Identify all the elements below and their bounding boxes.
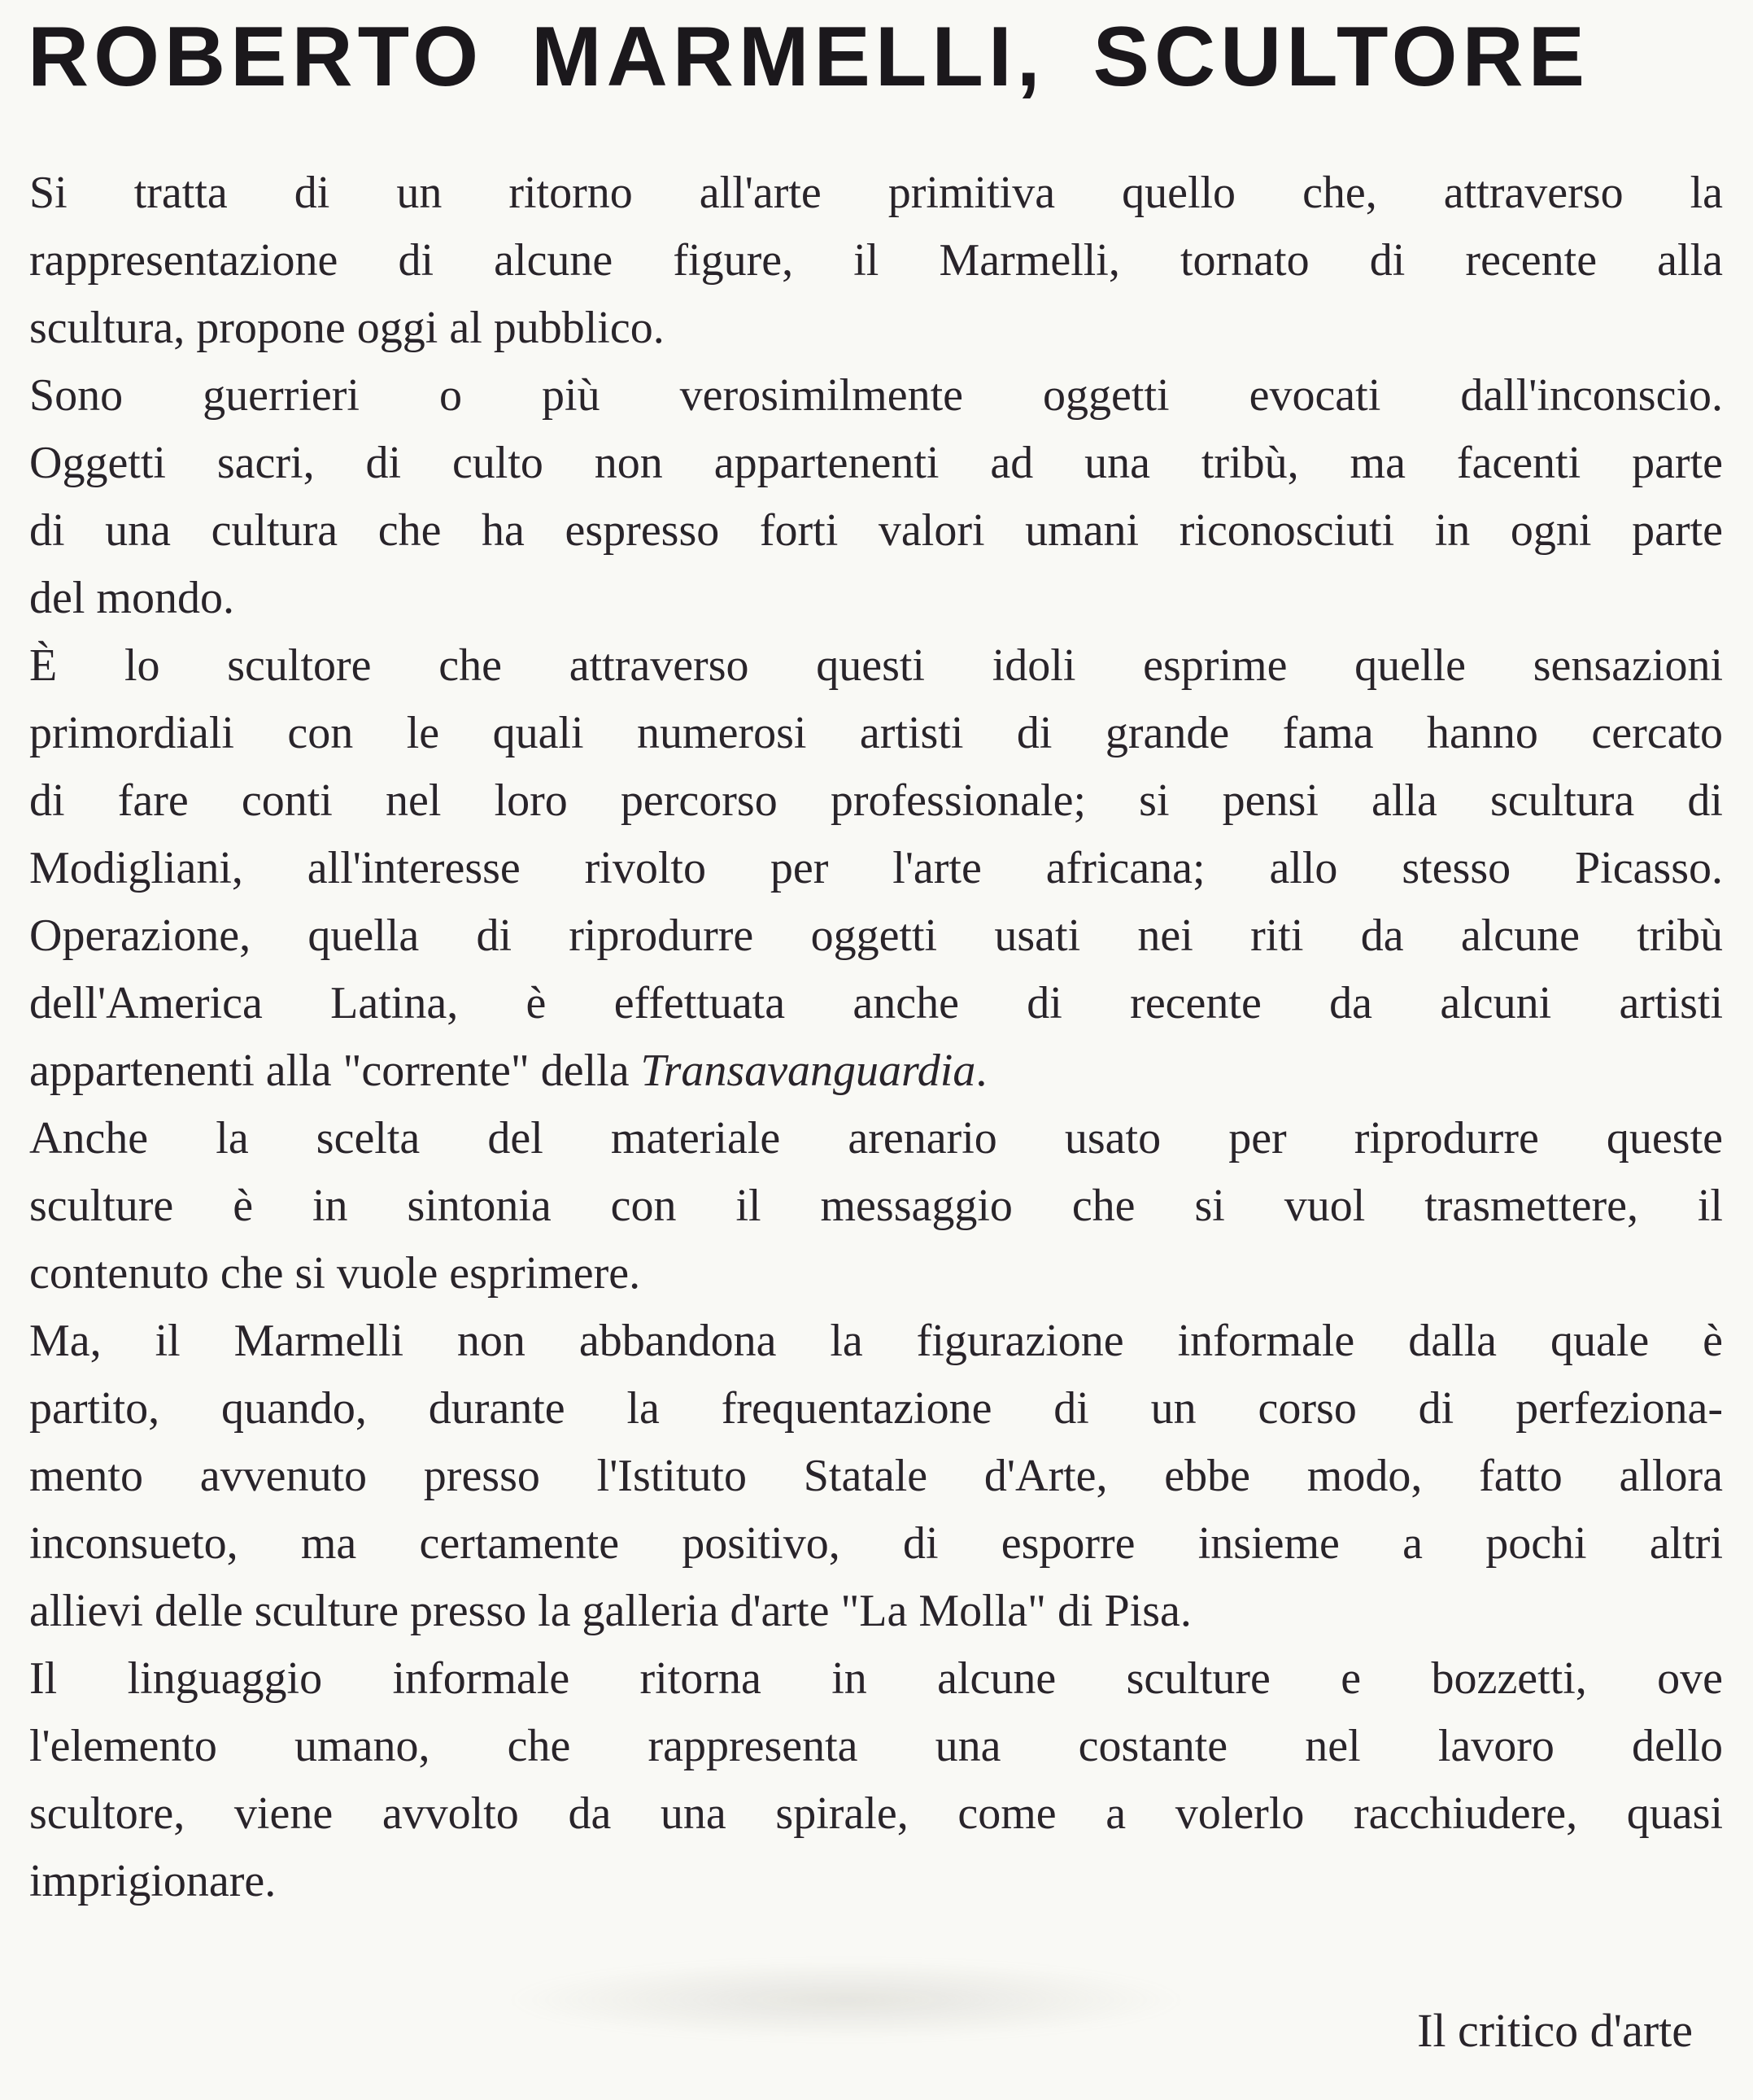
text-line xyxy=(29,1375,1723,1443)
text-line xyxy=(29,565,1723,632)
text-run: Ma, il Marmelli non abbandona la figurazione informale dalla quale è xyxy=(29,1316,1723,1366)
text-run: rappresentazione di alcune figure, il Marmelli, tornato di recente alla xyxy=(29,235,1723,286)
text-run: sculture è in sintonia con il messaggio che si vuol trasmettere, il xyxy=(29,1181,1723,1231)
text-run: Modigliani, all'interesse rivolto per l'arte africana; allo stesso Picasso. xyxy=(29,843,1723,893)
text-run: dell'America Latina, è effettuata anche di recente da alcuni artisti xyxy=(29,978,1723,1028)
text-run: di fare conti nel loro percorso professionale; si pensi alla scultura di xyxy=(29,775,1723,826)
text-line xyxy=(29,1780,1723,1848)
text-run: Sono guerrieri o più verosimilmente oggetti evocati dall'inconscio. xyxy=(29,370,1723,421)
text-run: scultura, propone oggi al pubblico. xyxy=(29,303,665,353)
text-line xyxy=(29,1848,1723,1915)
text-line xyxy=(29,700,1723,767)
italic-term: Transavanguardia xyxy=(640,1046,976,1096)
text-line xyxy=(29,1308,1723,1375)
text-run: . xyxy=(975,1046,988,1096)
text-line xyxy=(29,295,1723,362)
text-run: di una cultura che ha espresso forti valori umani riconosciuti in ogni parte xyxy=(29,505,1723,556)
text-run: mento avvenuto presso l'Istituto Statale d'Arte, ebbe modo, fatto allora xyxy=(29,1451,1723,1501)
text-line xyxy=(29,362,1723,430)
text-line xyxy=(29,835,1723,902)
text-run: del mondo. xyxy=(29,573,234,623)
text-line xyxy=(29,1578,1723,1645)
text-line xyxy=(29,1713,1723,1780)
text-run: scultore, viene avvolto da una spirale, come a volerlo racchiudere, quasi xyxy=(29,1788,1723,1839)
text-line xyxy=(29,1037,1723,1105)
paragraph xyxy=(29,159,1723,362)
text-run: Operazione, quella di riprodurre oggetti usati nei riti da alcune tribù xyxy=(29,910,1723,961)
text-line xyxy=(29,767,1723,835)
text-run: contenuto che si vuole esprimere. xyxy=(29,1248,641,1299)
paragraph xyxy=(29,1645,1723,1915)
text-line xyxy=(29,430,1723,497)
text-line xyxy=(29,1645,1723,1713)
paragraph xyxy=(29,902,1723,1105)
text-run: Anche la scelta del materiale arenario usato per riprodurre queste xyxy=(29,1113,1723,1164)
signature: Il critico d'arte xyxy=(1417,2004,1693,2057)
text-run: primordiali con le quali numerosi artisti di grande fama hanno cercato xyxy=(29,708,1723,758)
text-line xyxy=(29,902,1723,970)
text-line xyxy=(29,1240,1723,1308)
text-run: imprigionare. xyxy=(29,1856,277,1906)
text-run: partito, quando, durante la frequentazione di un corso di perfeziona- xyxy=(29,1383,1723,1434)
text-line xyxy=(29,497,1723,565)
text-run: allievi delle sculture presso la galleria d'arte "La Molla" di Pisa. xyxy=(29,1586,1192,1636)
text-line xyxy=(29,227,1723,295)
paragraph xyxy=(29,1308,1723,1645)
text-run: l'elemento umano, che rappresenta una costante nel lavoro dello xyxy=(29,1721,1723,1771)
scan-artifact xyxy=(504,1959,1188,2041)
paragraph xyxy=(29,362,1723,632)
text-run: Il linguaggio informale ritorna in alcune sculture e bozzetti, ove xyxy=(29,1653,1723,1704)
text-line xyxy=(29,1105,1723,1172)
text-line xyxy=(29,632,1723,700)
text-run: È lo scultore che attraverso questi idoli esprime quelle sensazioni xyxy=(29,640,1723,691)
paragraph xyxy=(29,1105,1723,1308)
text-run: Si tratta di un ritorno all'arte primitiva quello che, attraverso la xyxy=(29,168,1723,218)
text-line xyxy=(29,1172,1723,1240)
text-run: appartenenti alla "corrente" della xyxy=(29,1046,641,1096)
text-line xyxy=(29,970,1723,1037)
paragraph xyxy=(29,632,1723,902)
text-run: Oggetti sacri, di culto non appartenenti ad una tribù, ma facenti parte xyxy=(29,438,1723,488)
text-line xyxy=(29,159,1723,227)
text-run: inconsueto, ma certamente positivo, di esporre insieme a pochi altri xyxy=(29,1518,1723,1569)
document-title: ROBERTO MARMELLI, SCULTORE xyxy=(28,15,1589,99)
body-text xyxy=(29,159,1723,1915)
text-line xyxy=(29,1510,1723,1578)
text-line xyxy=(29,1443,1723,1510)
